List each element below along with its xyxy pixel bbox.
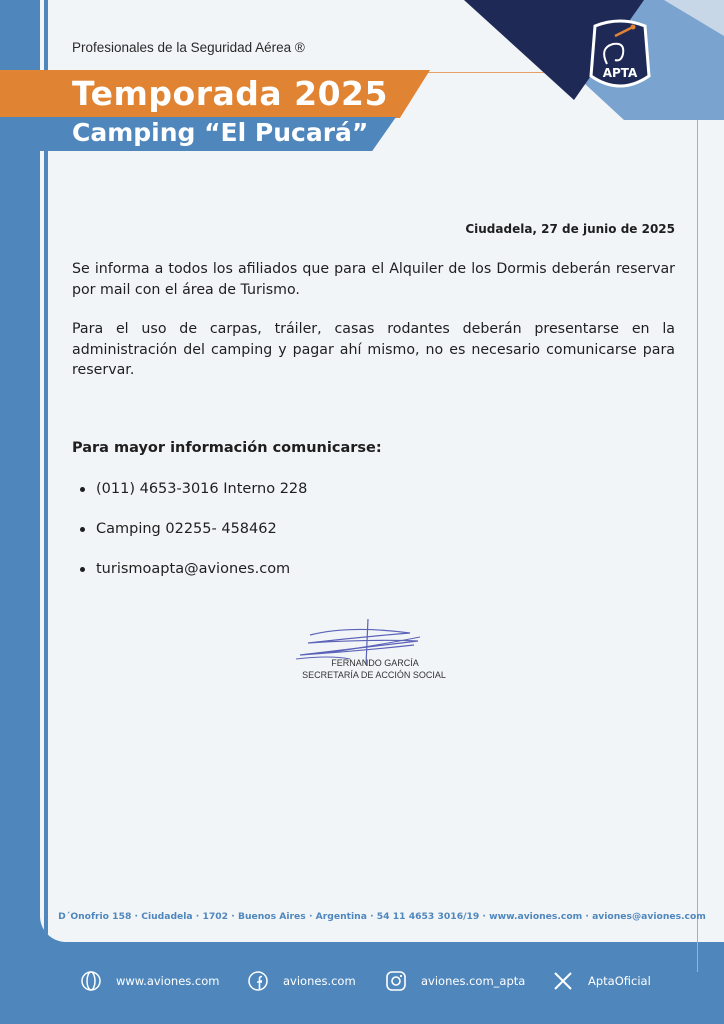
footer-address: D´Onofrio 158 · Ciudadela · 1702 · Buenos Aires · Argentina · 54 11 4653 3016/19 · www.aviones.com · aviones@aviones.com [58, 911, 706, 922]
apta-logo [585, 18, 655, 92]
social-web[interactable] [80, 970, 219, 992]
info-heading: Para mayor información comunicarse: [72, 440, 382, 456]
globe-icon [80, 970, 102, 992]
org-tagline: Profesionales de la Seguridad Aérea ® [72, 40, 305, 55]
left-blue-band [0, 0, 40, 1024]
social-bar [0, 960, 724, 1004]
contact-email[interactable]: turismoapta@aviones.com [72, 559, 675, 599]
logo-text: APTA [602, 66, 638, 80]
signatory-name: FERNANDO GARCÍA [331, 658, 419, 668]
paragraph-carpas: Para el uso de carpas, tráiler, casas rodantes deberán presentarse en la administración del camping y pagar ahí mismo, no es necesario comunicarse para reservar. [72, 321, 675, 378]
signatory-role: SECRETARÍA DE ACCIÓN SOCIAL [302, 670, 446, 680]
contact-phone: (011) 4653-3016 Interno 228 [72, 479, 675, 519]
social-x-label: AptaOficial [588, 974, 651, 988]
page-title: Temporada 2025 [72, 74, 388, 113]
social-instagram-label: aviones.com_apta [421, 974, 526, 988]
contact-camping: Camping 02255- 458462 [72, 519, 675, 559]
page-subtitle: Camping “El Pucará” [72, 118, 369, 147]
social-x[interactable] [552, 970, 651, 992]
letter-date: Ciudadela, 27 de junio de 2025 [465, 222, 675, 236]
contact-list [72, 479, 675, 599]
x-icon [552, 970, 574, 992]
instagram-icon [385, 970, 407, 992]
social-instagram[interactable] [385, 970, 525, 992]
facebook-icon [247, 970, 269, 992]
paragraph-dormis: Se informa a todos los afiliados que para el Alquiler de los Dormis deberán reservar por mail con el área de Turismo. [72, 261, 675, 298]
social-facebook[interactable] [247, 970, 356, 992]
social-web-label: www.aviones.com [116, 974, 220, 988]
social-facebook-label: aviones.com [283, 974, 356, 988]
